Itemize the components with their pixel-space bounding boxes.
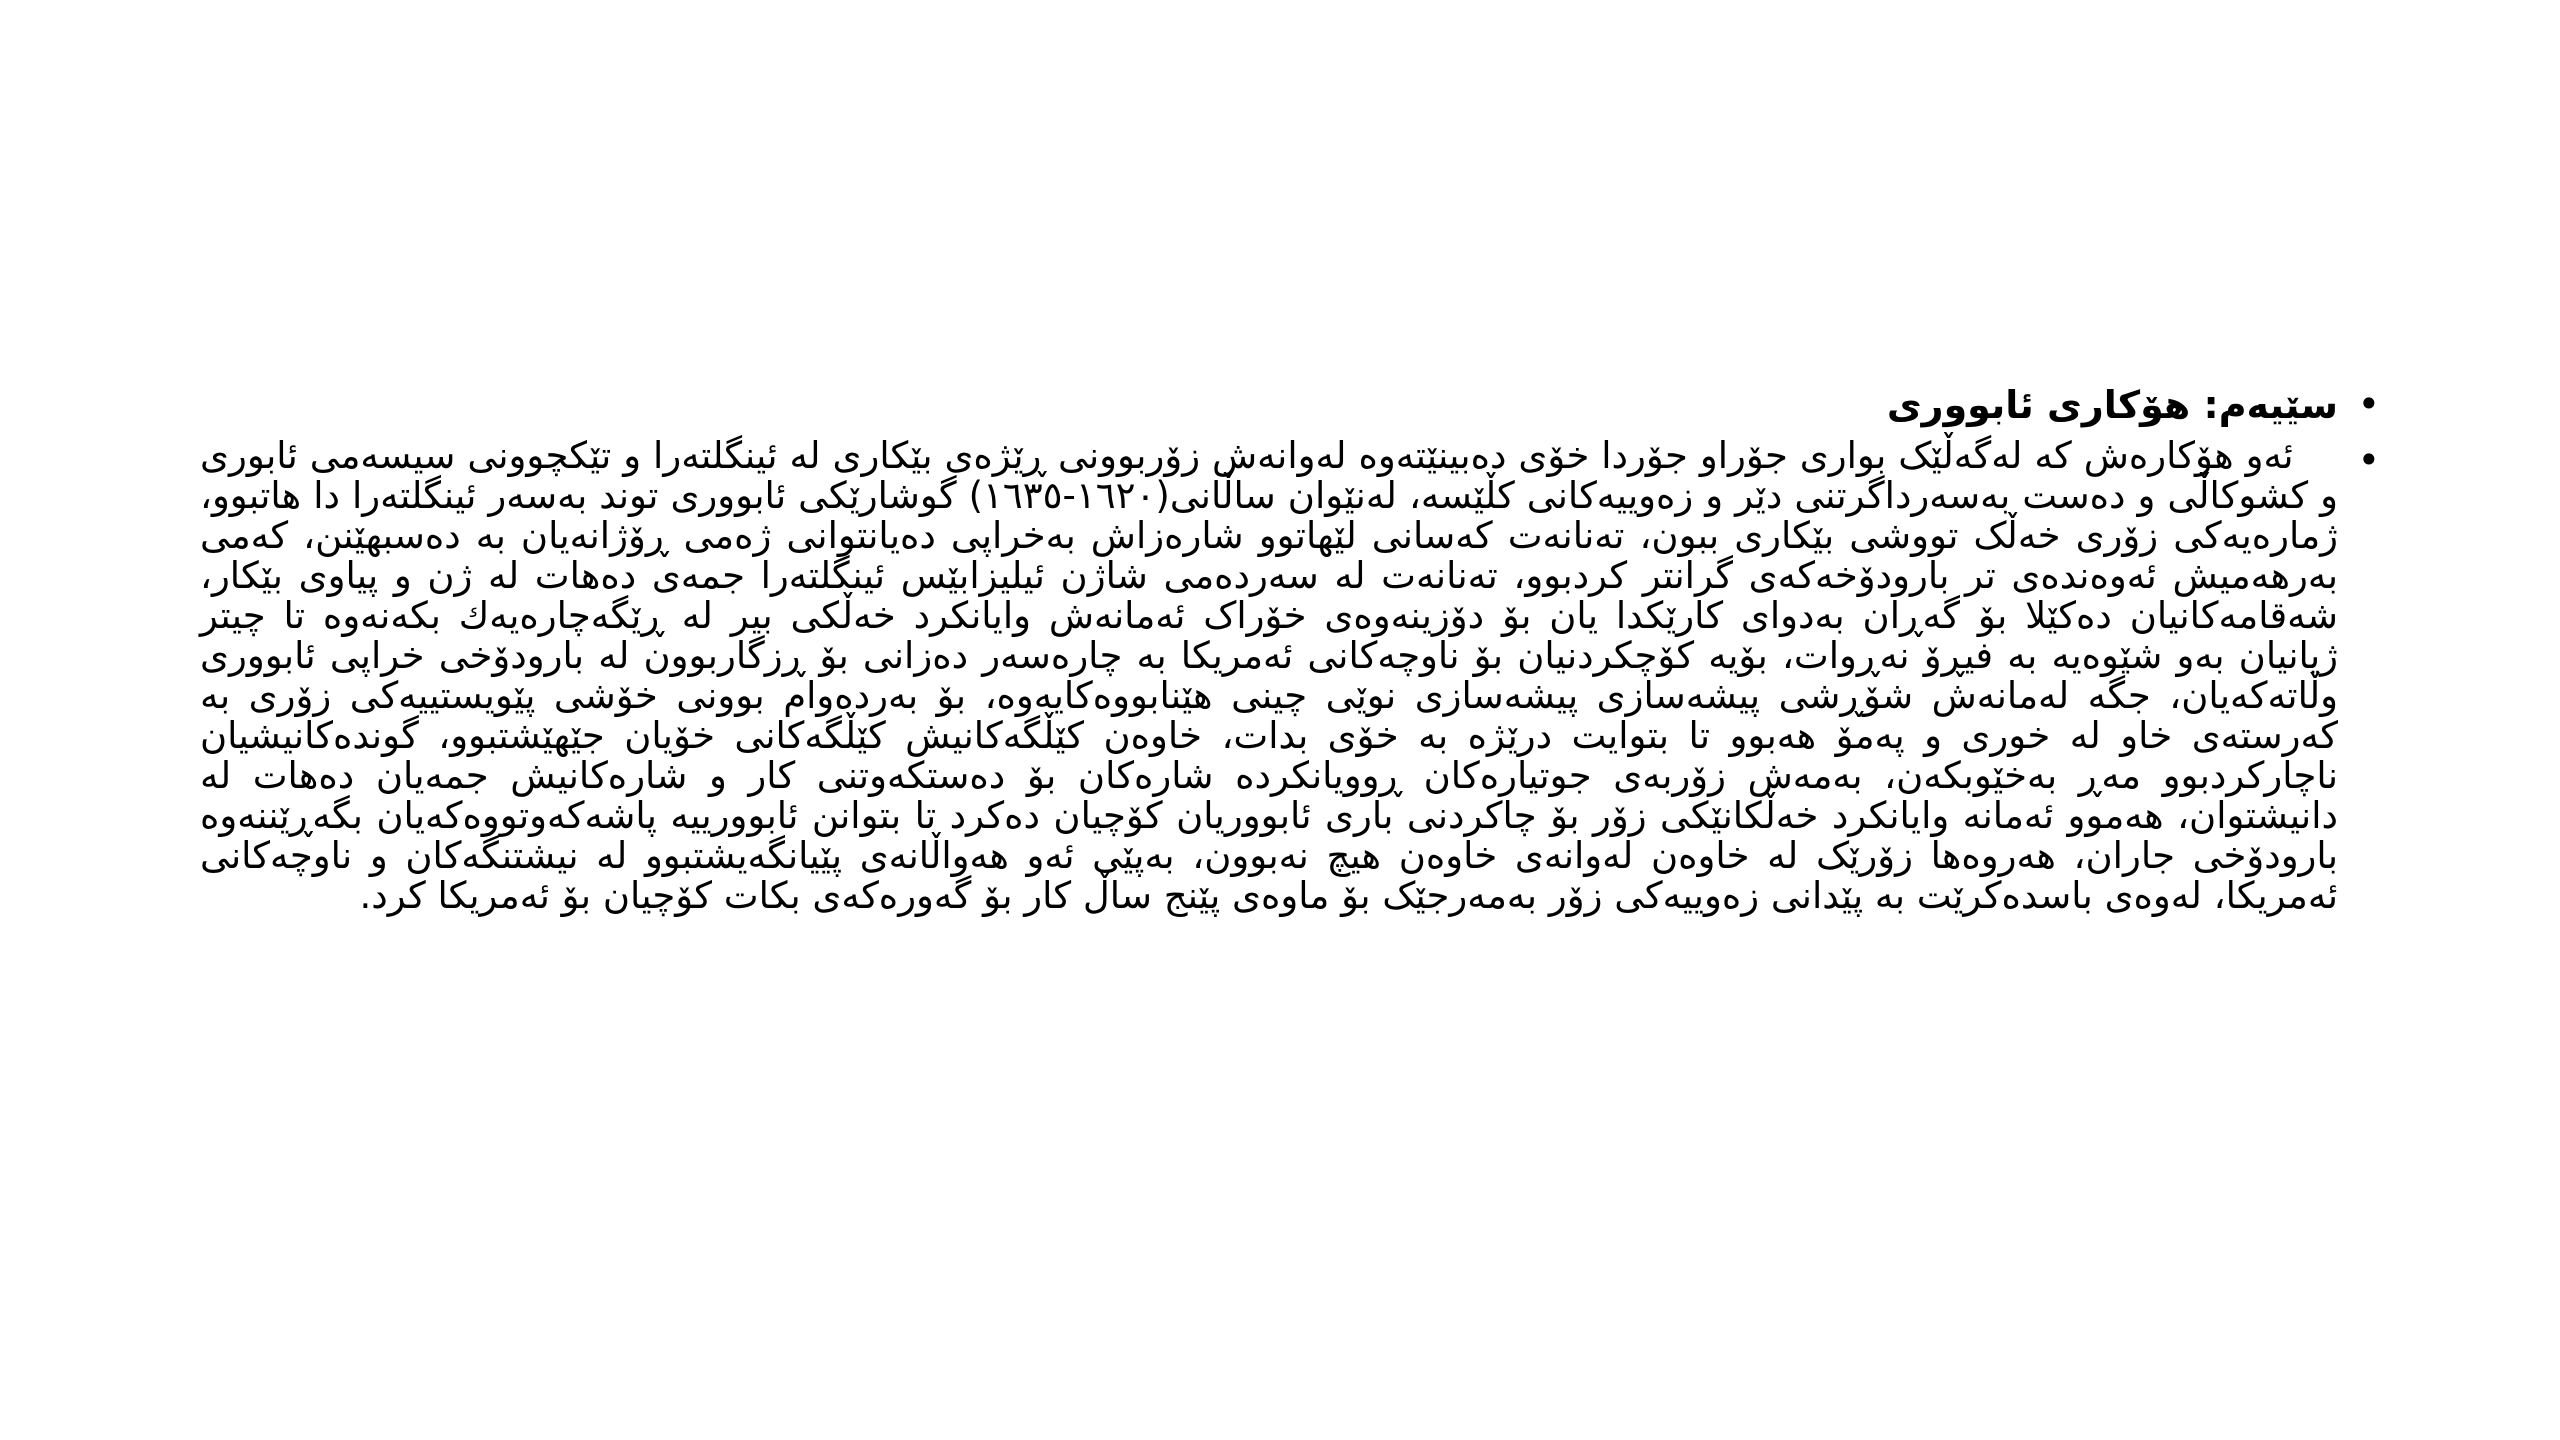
bullet-heading <box>200 380 2380 430</box>
bullet-marker: • <box>2357 438 2380 482</box>
bullet-marker: • <box>2357 382 2380 426</box>
body-paragraph: ئەو هۆکارەش کە لەگەڵێک بواری جۆراو جۆردا خۆی دەبینێتەوە لەوانەش زۆربوونی ڕێژەی بێکاری لە ئینگلتەرا و تێکچوونی سیسەمی ئابوری و کشوکاڵی و دەست بەسەرداگرتنی دێر و زەوییەکانی کڵێسە، لەنێوان ساڵانی(١٦٢٠-١٦٣٥) گوشارێکی ئابووری توند بەسەر ئینگلتەرا دا هاتبوو، ژمارەیەکی زۆری خەڵک تووشی بێکاری ببون، تەنانەت کەسانی لێهاتوو شارەزاش بەخراپی دەیانتوانی ژەمی ڕۆژانەیان بە دەسبهێنن، کەمی بەرهەمیش ئەوەندەی تر بارودۆخەکەی گرانتر کردبوو، تەنانەت لە سەردەمی شاژن ئیلیزابێس ئینگلتەرا جمەی دەهات لە ژن و پیاوی بێکار، شەقامەکانیان دەکێلا بۆ گەڕان بەدوای کارێکدا یان بۆ دۆزینەوەی خۆراک ئەمانەش وایانکرد خەڵکی بیر لە ڕێگەچارەیەك بکەنەوە تا چیتر ژیانیان بەو شێوەیە بە فیڕۆ نەڕوات، بۆیە کۆچکردنیان بۆ ناوچەکانی ئەمریکا بە چارەسەر دەزانی بۆ ڕزگاربوون لە بارودۆخی خراپی ئابووری وڵاتەکەیان، جگە لەمانەش شۆڕشی پیشەسازی پیشەسازی نوێی چینی هێنابووەکایەوە، بۆ بەردەوام بوونی خۆشی پێویستییەکی زۆری بە کەرستەی خاو لە خوری و پەمۆ هەبوو تا بتوایت درێژە بە خۆی بدات، خاوەن کێڵگەکانیش کێڵگەکانی خۆیان جێهێشتبوو، گوندەکانیشیان ناچارکردبوو مەڕ بەخێوبکەن، بەمەش زۆربەی جوتیارەکان ڕوویانکردە شارەکان بۆ دەستکەوتنی کار و شارەکانیش جمەیان دەهات لە دانیشتوان، هەموو ئەمانە وایانکرد خەڵکانێکی زۆر بۆ چاکردنی باری ئابووریان کۆچیان دەکرد تا بتوانن ئابوورییە پاشەکەوتووەکەیان بگەڕێننەوە بارودۆخی جاران، هەروەها زۆرێک لە خاوەن لەوانەی خاوەن هیچ نەبوون، بەپێی ئەو هەواڵانەی پێیانگەیشتبوو لە نیشتنگەکان و ناوچەکانی ئەمریکا، لەوەی باسدەکرێت بە پێدانی زەوییەکی زۆر بەمەرجێک بۆ ماوەی پێنج ساڵ کار بۆ گەورەکەی بکات کۆچیان بۆ ئەمریکا کرد. <box>200 434 2338 917</box>
bullet-list <box>200 380 2380 916</box>
slide-content <box>200 380 2380 922</box>
section-heading: سێیەم: هۆکاری ئابووری <box>1886 383 2338 427</box>
bullet-paragraph <box>200 436 2380 916</box>
